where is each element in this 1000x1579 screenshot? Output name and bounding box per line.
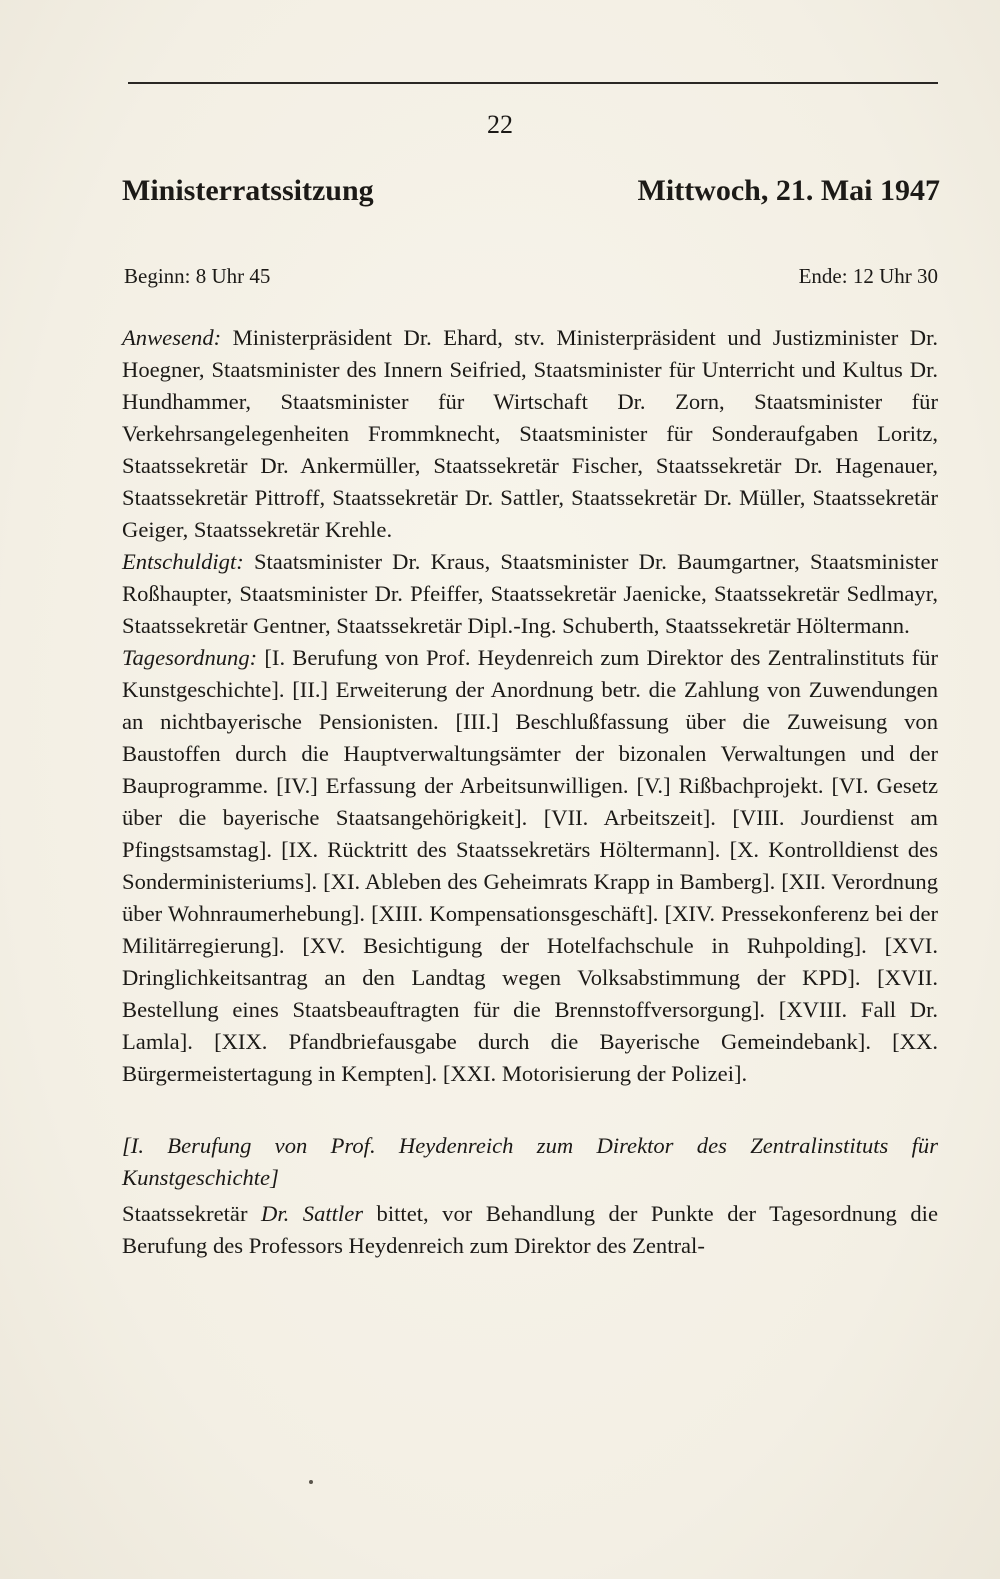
section-text-before: Staatssekretär [122,1201,261,1226]
attendees-label: Anwesend: [122,325,222,350]
title-row [122,174,940,208]
excused-text: Staatsminister Dr. Kraus, Staatsminister Dr. Baumgartner, Staatsminister Roßhaupter, Staatsminister Dr. Pfeiffer, Staatssekretär Jaenicke, Staatssekretär Sedlmayr, Staatssekretär Gentner, Staatssekretär Dipl.-Ing. Schuberth, Staatssekretär Höltermann. [122,549,938,638]
print-speck [309,1480,313,1484]
agenda-label: Tagesordnung: [122,645,258,670]
start-time: Beginn: 8 Uhr 45 [124,264,271,288]
header-rule [128,82,938,84]
excused-paragraph [122,546,938,642]
section-paragraph [122,1198,938,1262]
session-title: Ministerratssitzung [122,174,374,207]
agenda-paragraph [122,642,938,1090]
section-heading: [I. Berufung von Prof. Heydenreich zum Direktor des Zentralinstituts für Kunstgeschichte] [122,1133,938,1190]
end-time: Ende: 12 Uhr 30 [798,264,938,288]
agenda-text: [I. Berufung von Prof. Heydenreich zum Direktor des Zentralinstituts für Kunstgeschichte]. [II.] Erweiterung der Anordnung betr. die Zahlung von Zuwendungen an nichtbayerische Pensionisten. [III.] Beschlußfassung über die Zuweisung von Baustoffen durch die Hauptverwaltungsämter der bizonalen Verwaltungen und der Bauprogramme. [IV.] Erfassung der Arbeitsunwilligen. [V.] Rißbachprojekt. [VI. Gesetz über die bayerische Staatsangehörigkeit]. [VII. Arbeitszeit]. [VIII. Jourdienst am Pfingstsamstag]. [IX. Rücktritt des Staatssekretärs Höltermann]. [X. Kontrolldienst des Sonderministeriums]. [XI. Ableben des Geheimrats Krapp in Bamberg]. [XII. Verordnung über Wohnraumerhebung]. [XIII. Kompensationsgeschäft]. [XIV. Pressekonferenz bei der Militärregierung]. [XV. Besichtigung der Hotelfachschule in Ruhpolding]. [XVI. Dringlichkeitsantrag an den Landtag wegen Volksabstimmung der KPD]. [XVII. Bestellung eines Staatsbeauftragten für die Brennstoffversorgung]. [XVIII. Fall Dr. Lamla]. [XIX. Pfandbriefausgabe durch die Bayerische Gemeindebank]. [XX. Bürgermeistertagung in Kempten]. [XXI. Motorisierung der Polizei]. [122,645,938,1086]
attendees-text: Ministerpräsident Dr. Ehard, stv. Ministerpräsident und Justizminister Dr. Hoegner, Staatsminister des Innern Seifried, Staatsminister für Unterricht und Kultus Dr. Hundhammer, Staatsminister für Wirtschaft Dr. Zorn, Staatsminister für Verkehrsangelegenheiten Frommknecht, Staatsminister für Sonderaufgaben Loritz, Staatssekretär Dr. Ankermüller, Staatssekretär Fischer, Staatssekretär Dr. Hagenauer, Staatssekretär Pittroff, Staatssekretär Dr. Sattler, Staatssekretär Dr. Müller, Staatssekretär Geiger, Staatssekretär Krehle. [122,325,938,542]
document-body [122,322,938,1262]
session-date: Mittwoch, 21. Mai 1947 [637,174,940,207]
section-text-after: bittet, vor Behandlung der Punkte der Tagesordnung die Berufung des Professors Heydenreich zum Direktor des Zentral- [122,1201,938,1258]
attendees-paragraph [122,322,938,546]
time-row [124,264,938,289]
speaker-name: Dr. Sattler [261,1201,364,1226]
excused-label: Entschuldigt: [122,549,244,574]
document-number: 22 [487,110,513,139]
